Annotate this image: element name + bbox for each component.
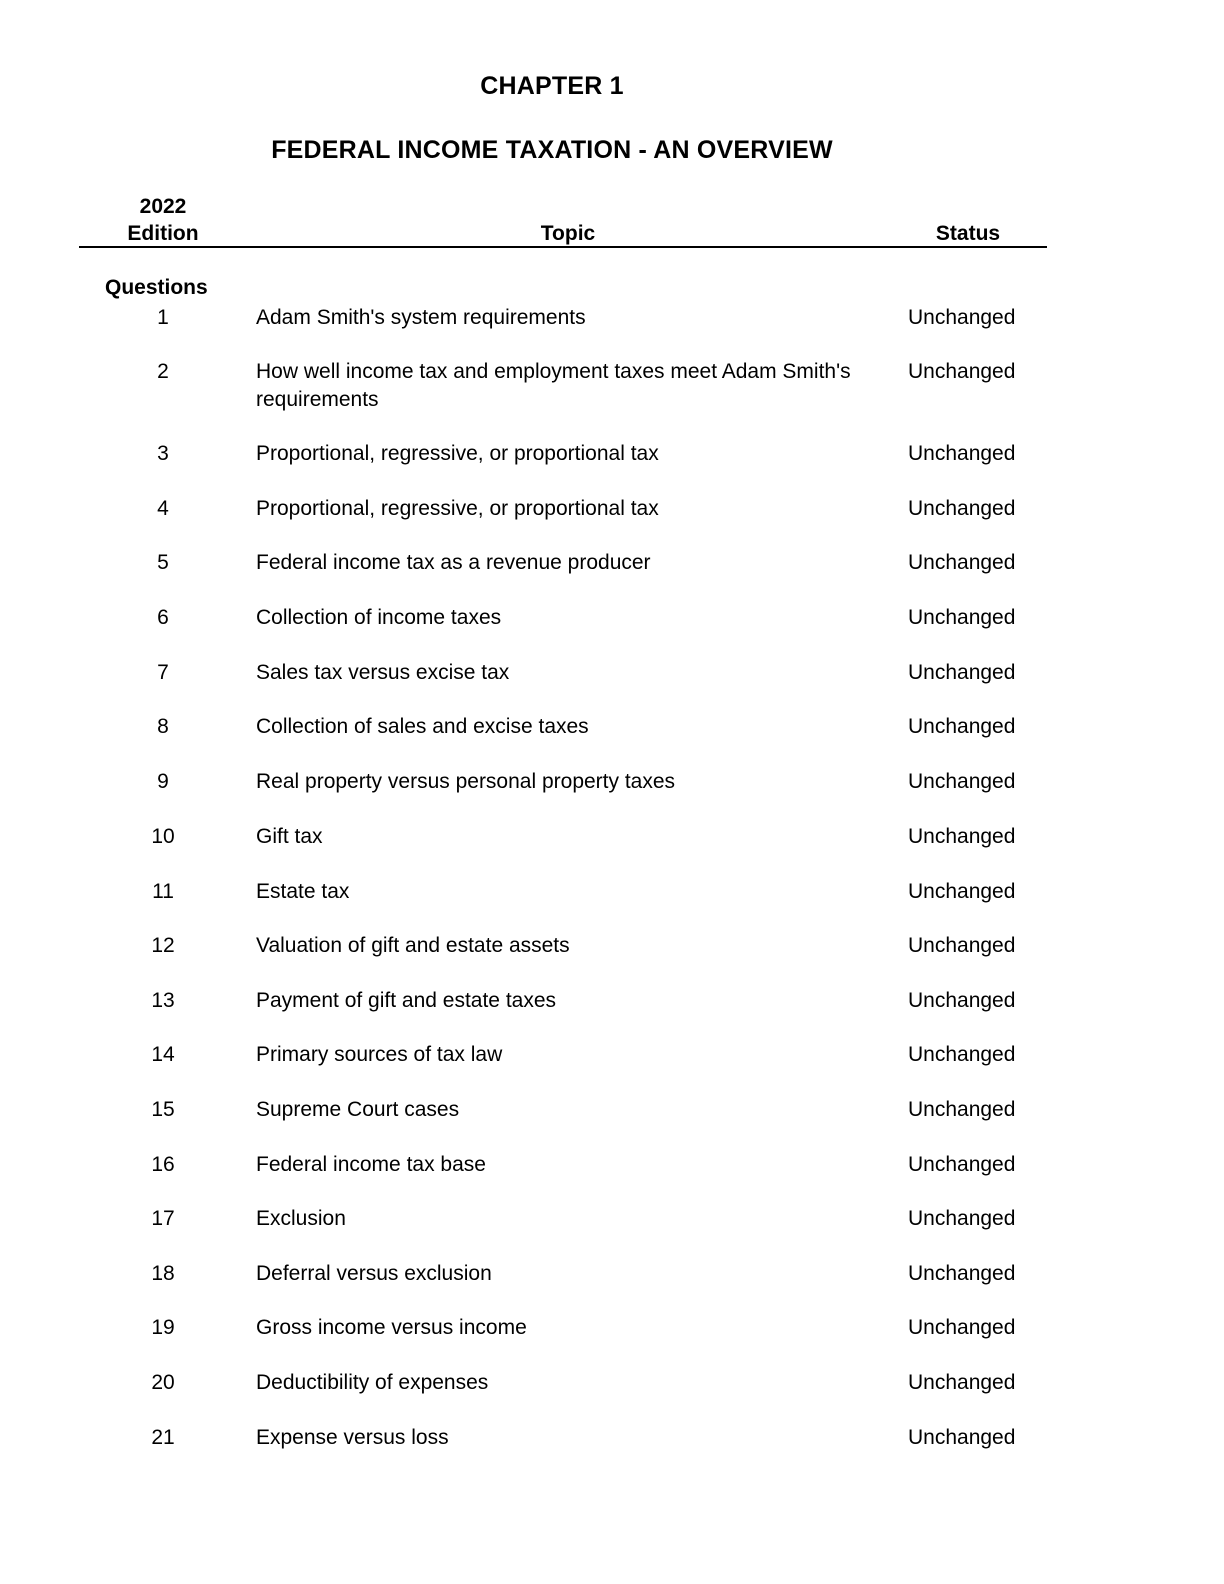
question-number: 5 [157,551,169,574]
question-number: 9 [157,770,169,793]
question-number: 13 [151,989,175,1012]
question-status: Unchanged [908,1098,1016,1121]
question-status: Unchanged [908,442,1016,465]
chapter-title: CHAPTER 1 [480,72,624,100]
question-number: 21 [151,1426,175,1449]
question-topic: Federal income tax as a revenue producer [256,551,651,574]
question-topic: Deferral versus exclusion [256,1262,492,1285]
question-number: 14 [151,1043,175,1066]
column-header-edition [100,193,226,247]
question-topic: Estate tax [256,880,350,903]
question-number: 20 [151,1371,175,1394]
question-topic: Proportional, regressive, or proportional tax [256,497,659,520]
question-topic: Sales tax versus excise tax [256,661,510,684]
question-topic: Exclusion [256,1207,346,1230]
question-number: 6 [157,606,169,629]
question-number: 7 [157,661,169,684]
question-topic: Gross income versus income [256,1316,527,1339]
question-status: Unchanged [908,1043,1016,1066]
question-status: Unchanged [908,1316,1016,1339]
edition-year: 2022 [139,195,187,218]
question-topic: How well income tax and employment taxes meet Adam Smith's requirements [256,360,851,411]
question-topic: Deductibility of expenses [256,1371,489,1394]
section-label-questions: Questions [105,276,208,299]
column-header-topic: Topic [540,222,596,245]
question-topic: Expense versus loss [256,1426,449,1449]
question-status: Unchanged [908,1207,1016,1230]
question-status: Unchanged [908,934,1016,957]
question-status: Unchanged [908,1371,1016,1394]
question-topic: Adam Smith's system requirements [256,306,586,329]
question-number: 16 [151,1153,175,1176]
question-status: Unchanged [908,880,1016,903]
question-number: 18 [151,1262,175,1285]
question-status: Unchanged [908,989,1016,1012]
question-topic: Supreme Court cases [256,1098,460,1121]
question-topic: Primary sources of tax law [256,1043,503,1066]
question-topic: Real property versus personal property taxes [256,770,676,793]
question-status: Unchanged [908,661,1016,684]
question-status: Unchanged [908,770,1016,793]
question-number: 1 [157,306,169,329]
question-number: 8 [157,715,169,738]
question-status: Unchanged [908,606,1016,629]
column-header-status: Status [935,222,1001,245]
page-title: FEDERAL INCOME TAXATION - AN OVERVIEW [271,136,833,164]
question-number: 17 [151,1207,175,1230]
question-number: 3 [157,442,169,465]
question-status: Unchanged [908,1426,1016,1449]
question-status: Unchanged [908,551,1016,574]
question-number: 12 [151,934,175,957]
question-number: 11 [152,880,174,903]
question-number: 15 [151,1098,175,1121]
question-topic: Collection of sales and excise taxes [256,715,589,738]
question-status: Unchanged [908,306,1016,329]
question-number: 2 [157,360,169,383]
header-divider [79,246,1047,248]
question-number: 19 [151,1316,175,1339]
question-status: Unchanged [908,715,1016,738]
question-topic: Valuation of gift and estate assets [256,934,570,957]
question-status: Unchanged [908,360,1016,383]
question-topic: Proportional, regressive, or proportional tax [256,442,659,465]
edition-label: Edition [127,222,199,245]
question-number: 4 [157,497,169,520]
question-status: Unchanged [908,497,1016,520]
question-topic: Gift tax [256,825,323,848]
question-status: Unchanged [908,1153,1016,1176]
question-topic: Payment of gift and estate taxes [256,989,557,1012]
question-status: Unchanged [908,825,1016,848]
question-topic: Collection of income taxes [256,606,502,629]
question-topic: Federal income tax base [256,1153,486,1176]
question-number: 10 [151,825,175,848]
question-status: Unchanged [908,1262,1016,1285]
